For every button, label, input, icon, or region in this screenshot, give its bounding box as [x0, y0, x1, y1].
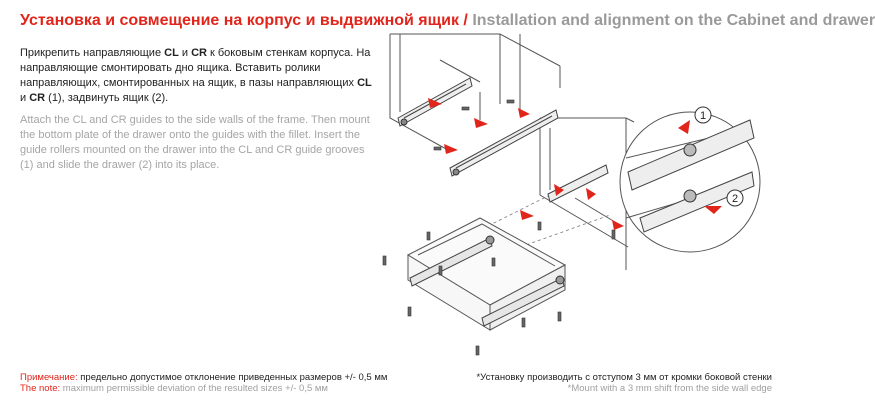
- ru-guide-cl: CL: [357, 77, 372, 89]
- note-en-text: maximum permissible deviation of the resulted sizes +/- 0,5 мм: [60, 383, 328, 394]
- ru-text-part: Прикрепить направляющие: [20, 47, 165, 59]
- callout-1: [695, 107, 711, 123]
- ru-text-part: (1), задвинуть ящик (2).: [45, 92, 169, 104]
- roller-icon: [556, 276, 564, 284]
- footnote-ru: *Установку производить с отступом 3 мм от кромки боковой стенки: [476, 372, 772, 383]
- roller-icon: [401, 119, 407, 125]
- callout-1-label: 1: [699, 110, 707, 122]
- ru-guide-cl: CL: [164, 47, 179, 59]
- ru-guide-cr: CR: [191, 47, 207, 59]
- ru-text-part: и: [178, 47, 192, 59]
- roller-icon: [453, 169, 459, 175]
- guide-rail-right: [450, 110, 558, 176]
- footnote-en: *Mount with a 3 mm shift from the side wall edge: [567, 383, 772, 394]
- roller-icon: [684, 144, 696, 156]
- title-en: Installation and alignment on the Cabinet and drawer: [472, 12, 875, 29]
- callout-2-label: 2: [731, 193, 739, 205]
- ru-text-part: и: [20, 92, 30, 104]
- note-en-label: The note:: [20, 383, 61, 394]
- title-ru: Установка и совмещение на корпус и выдвижной ящик: [20, 12, 459, 29]
- title-separator: /: [463, 12, 468, 29]
- note-en: [20, 383, 328, 394]
- note-ru-label: Примечание:: [20, 372, 78, 383]
- callout-2: [727, 190, 743, 206]
- roller-icon: [684, 190, 696, 202]
- ru-text-part: к боковым стенкам корпуса. На направляющие смонтировать дно ящика. Вставить ролики направляющих, смонтированных на ящик, в пазы направляющих: [20, 47, 371, 89]
- cabinet-frame: [390, 34, 560, 150]
- instructions-en: Attach the CL and CR guides to the side walls of the frame. Then mount the bottom plate of the drawer onto the guides with the fillet. Insert the guide rollers mounted on the drawer into the CL and CR guide grooves (1) and slide the drawer (2) into its place.: [20, 114, 370, 171]
- ru-guide-cr: CR: [29, 92, 46, 104]
- guide-rail-lower: [548, 165, 608, 202]
- note-ru-text: предельно допустимое отклонение приведенных размеров +/- 0,5 мм: [77, 372, 388, 383]
- roller-icon: [486, 236, 494, 244]
- note-ru: [20, 372, 387, 383]
